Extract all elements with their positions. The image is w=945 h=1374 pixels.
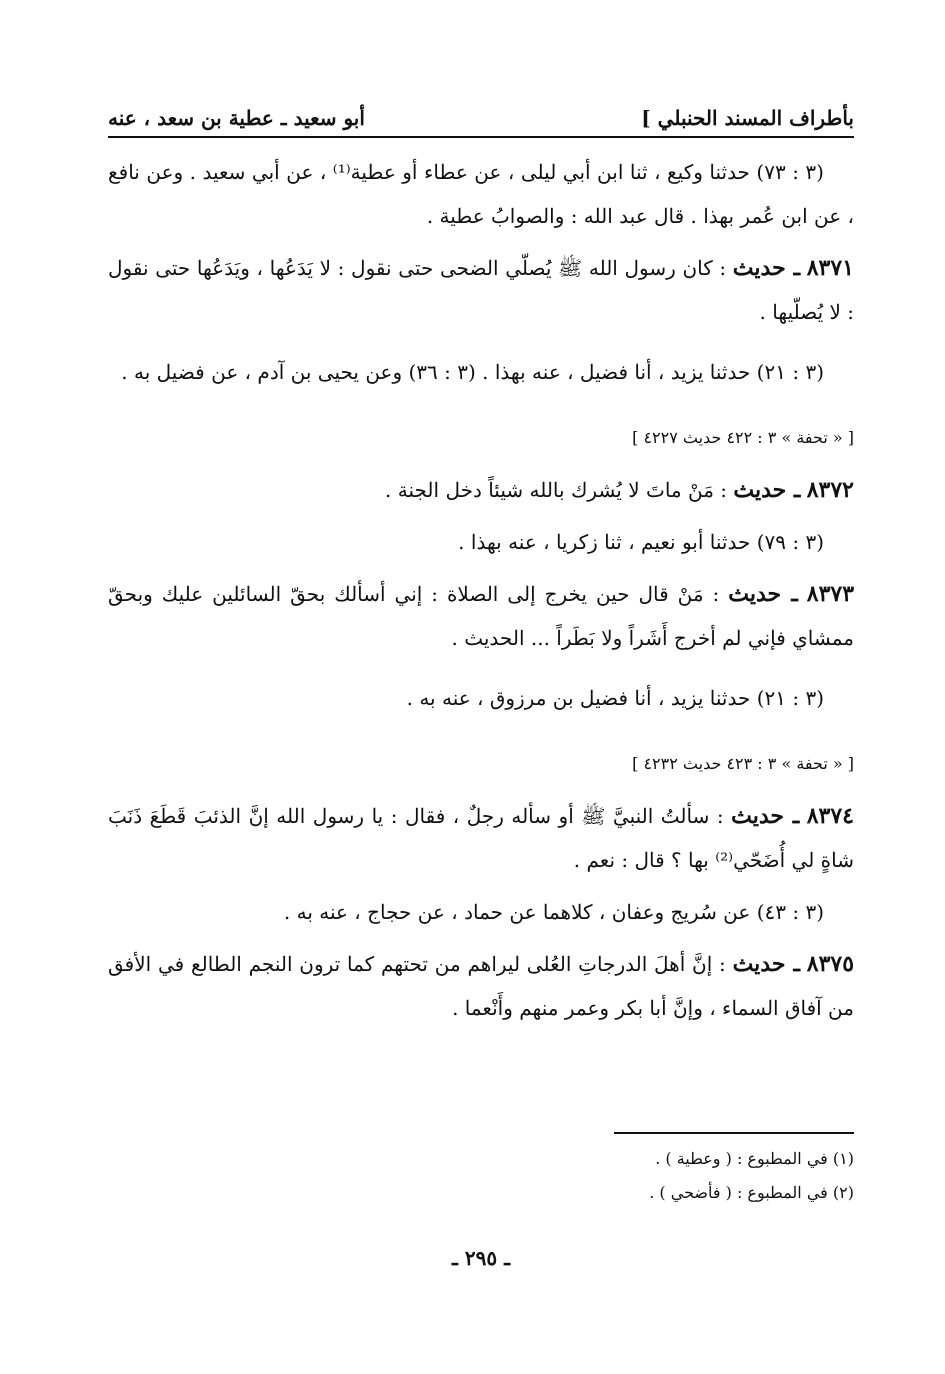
hadith-text: : كان رسول الله ﷺ يُصلّي الضحى حتى نقول : لا يَدَعُها ، ويَدَعُها حتى نقول : لا يُصلّيها .	[108, 256, 854, 324]
hadith-word: حديث	[732, 255, 786, 281]
hadith-word: حديث	[731, 803, 784, 829]
hadith-number: ٨٣٧٥	[806, 951, 855, 977]
sanad-paragraph: (٣ : ٧٩) حدثنا أبو نعيم ، ثنا زكريا ، عنه بهذا .	[458, 530, 824, 554]
header-book-title: بأطراف المسند الحنبلي ]	[641, 106, 854, 130]
footnote-2: (٢) في المطبوع : ( فأضحي ) .	[649, 1183, 854, 1202]
tuhfa-reference: [ « تحفة » ٣ : ٤٢٣ حديث ٤٢٣٢ ]	[632, 754, 854, 773]
page-number: ـ ٢٩٥ ـ	[452, 1246, 510, 1270]
hadith-word: حديث	[733, 477, 787, 503]
hadith-text: : إنَّ أهلَ الدرجاتِ العُلى ليراهم من تحتهم كما ترون النجم الطالع في الأفق من آفاق السماء ، وإنَّ أبا بكر وعمر منهم وأَنْعما .	[108, 952, 854, 1020]
hadith-number: ٨٣٧٢	[806, 477, 854, 503]
hadith-text: : سألتُ النبيَّ ﷺ أو سأله رجلٌ ، فقال : يا رسول الله إنَّ الذئبَ قَطَعَ ذَنَبَ شاةٍ لي أُضَحّي⁽²⁾ بها ؟ قال : نعم .	[108, 804, 854, 872]
hadith-text: : مَنْ قال حين يخرج إلى الصلاة : إني أسألك بحقّ السائلين عليك وبحقّ ممشاي فإني لم أخرج أَشَراً ولا بَطَراً ... الحديث .	[108, 582, 854, 650]
hadith-word: حديث	[728, 581, 782, 607]
header-section-title: أبو سعيد ـ عطية بن سعد ، عنه	[108, 106, 365, 130]
document-page	[108, 0, 854, 1374]
sanad-paragraph: (٣ : ٢١) حدثنا يزيد ، أنا فضيل ، عنه بهذا . (٣ : ٣٦) وعن يحيى بن آدم ، عن فضيل به .	[121, 360, 824, 384]
hadith-number: ٨٣٧٤	[806, 803, 854, 829]
footnotes	[108, 1132, 854, 1210]
hadith-paragraph: ٨٣٧٥ ـ حديث : إنَّ أهلَ الدرجاتِ العُلى ليراهم من تحتهم كما ترون النجم الطالع في الأفق من آفاق السماء ، وإنَّ أبا بكر وعمر منهم وأَنْعما .	[108, 951, 855, 1020]
hadith-paragraph: ٨٣٧٣ ـ حديث : مَنْ قال حين يخرج إلى الصلاة : إني أسألك بحقّ السائلين عليك وبحقّ ممشاي فإني لم أخرج أَشَراً ولا بَطَراً ... الحديث .	[108, 581, 855, 650]
tuhfa-reference: [ « تحفة » ٣ : ٤٢٢ حديث ٤٢٢٧ ]	[632, 428, 854, 447]
hadith-text: : مَنْ ماتَ لا يُشرك بالله شيئاً دخل الجنة .	[385, 478, 728, 502]
hadith-paragraph: ٨٣٧٢ ـ حديث : مَنْ ماتَ لا يُشرك بالله شيئاً دخل الجنة .	[385, 477, 854, 503]
hadith-word: حديث	[732, 951, 786, 977]
footnote-divider	[614, 1132, 854, 1134]
footnote-1: (١) في المطبوع : ( وعطية ) .	[655, 1149, 854, 1168]
hadith-number: ٨٣٧١	[806, 255, 854, 281]
running-header	[108, 96, 854, 138]
hadith-number: ٨٣٧٣	[806, 581, 855, 607]
sanad-paragraph: (٣ : ٤٣) عن سُريج وعفان ، كلاهما عن حماد ، عن حجاج ، عنه به .	[283, 900, 824, 924]
hadith-paragraph: ٨٣٧١ ـ حديث : كان رسول الله ﷺ يُصلّي الضحى حتى نقول : لا يَدَعُها ، ويَدَعُها حتى نقول : لا يُصلّيها .	[108, 255, 854, 324]
main-text	[108, 150, 854, 1030]
hadith-paragraph: ٨٣٧٤ ـ حديث : سألتُ النبيَّ ﷺ أو سأله رجلٌ ، فقال : يا رسول الله إنَّ الذئبَ قَطَعَ ذَنَبَ شاةٍ لي أُضَحّي⁽²⁾ بها ؟ قال : نعم .	[108, 803, 854, 872]
sanad-paragraph: (٣ : ٢١) حدثنا يزيد ، أنا فضيل بن مرزوق ، عنه به .	[406, 686, 824, 710]
sanad-paragraph: (٣ : ٧٣) حدثنا وكيع ، ثنا ابن أبي ليلى ، عن عطاء أو عطية⁽¹⁾ ، عن أبي سعيد . وعن نافع ، عن ابن عُمر بهذا . قال عبد الله : والصوابُ عطية .	[108, 160, 854, 228]
